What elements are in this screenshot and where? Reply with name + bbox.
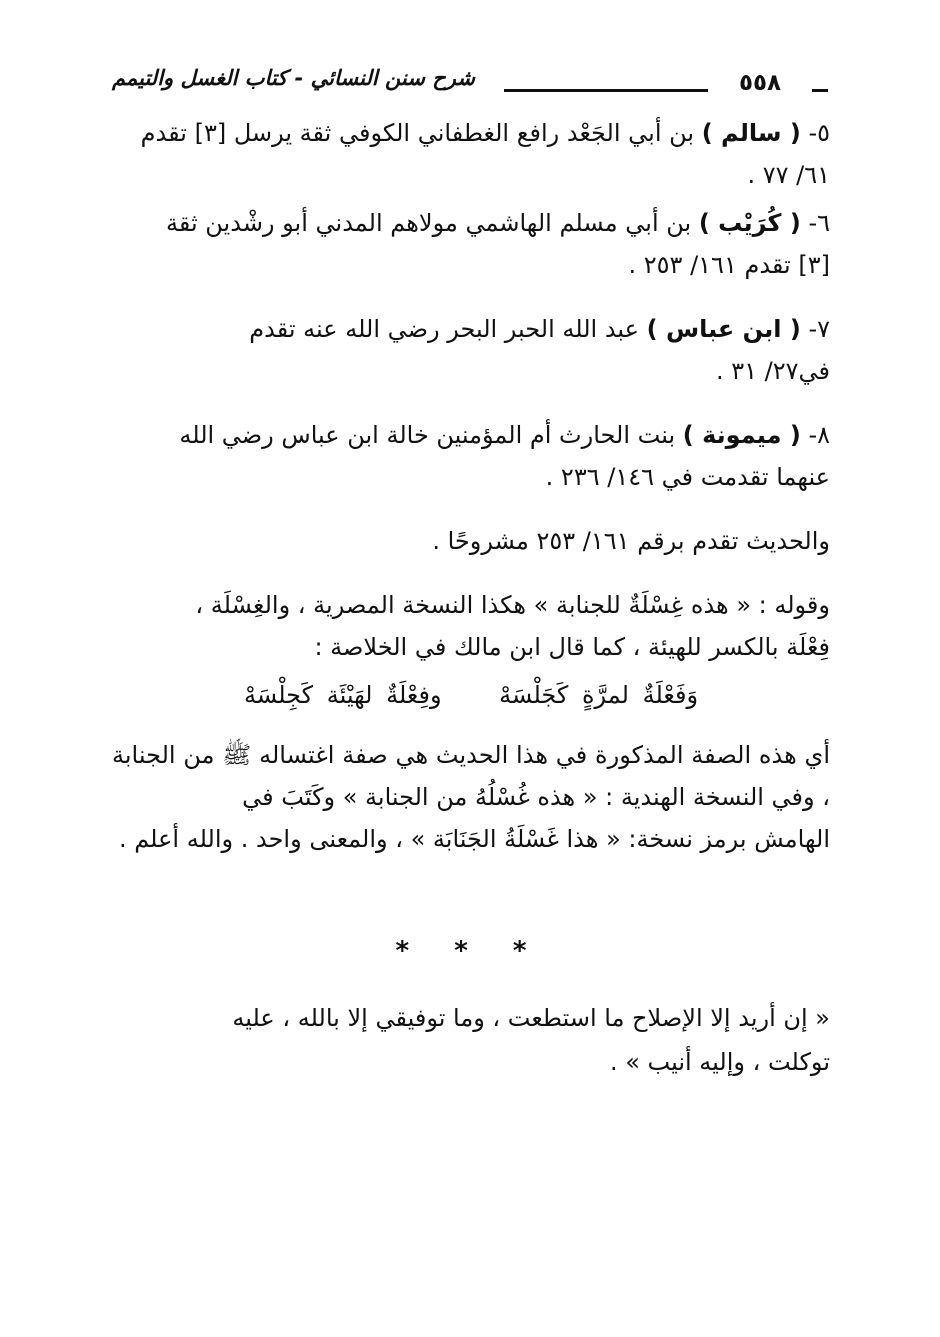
intro-line-1: وقوله : « هذه غِسْلَةٌ للجنابة » هكذا النسخة المصرية ، والغِسْلَة ،	[195, 591, 830, 619]
page-number: ٥٥٨	[738, 70, 782, 96]
explanation-body	[112, 734, 830, 860]
hadith-note: والحديث تقدم برقم ١٦١/ ٢٥٣ مشروحًا .	[432, 527, 830, 555]
page-header	[112, 66, 830, 106]
section-separator: * * *	[395, 936, 545, 966]
entry-number: ٧-	[808, 315, 830, 343]
narrator-entry-7	[112, 308, 830, 392]
entry-number: ٦-	[808, 209, 830, 237]
entry-number: ٥-	[808, 119, 830, 147]
poetry-verse	[112, 674, 830, 716]
entry-text: عبد الله الحبر البحر رضي الله عنه تقدم	[249, 315, 639, 343]
closing-line-2: توكلت ، وإليه أنيب » .	[609, 1048, 830, 1076]
entry-text: بن أبي الجَعْد رافع الغطفاني الكوفي ثقة يرسل [٣] تقدم	[140, 119, 695, 147]
page-number-box	[708, 68, 812, 98]
narrator-name: ( سالم )	[701, 119, 801, 147]
entry-text: بن أبي مسلم الهاشمي مولاهم المدني أبو رشْدين ثقة	[165, 209, 692, 237]
entry-tail: ٦١/ ٧٧ .	[747, 161, 830, 189]
entry-text: بنت الحارث أم المؤمنين خالة ابن عباس رضي الله	[179, 421, 676, 449]
narrator-entry-6	[112, 202, 830, 286]
entry-tail: عنهما تقدمت في ١٤٦/ ٢٣٦ .	[545, 463, 830, 491]
explanation-last-line: الهامش برمز نسخة: « هذا غَسْلَةُ الجَنَابَة » ، والمعنى واحد . والله أعلم .	[118, 825, 830, 853]
entry-number: ٨-	[808, 421, 830, 449]
page-body	[112, 112, 830, 882]
entry-tail: في٢٧/ ٣١ .	[715, 357, 830, 385]
verse-second-hemistich: وفِعْلَةٌ لهَيْئَة كَجِلْسَهْ	[243, 681, 442, 709]
closing-line-1: « إن أريد إلا الإصلاح ما استطعت ، وما توفيقي إلا بالله ، عليه	[232, 1004, 830, 1032]
running-title: شرح سنن النسائي - كتاب الغسل والتيمم	[112, 66, 475, 90]
intro-line-2: فِعْلَة بالكسر للهيئة ، كما قال ابن مالك في الخلاصة :	[314, 633, 830, 661]
verse-first-hemistich: وَفَعْلَةٌ لمرَّةٍ كَجَلْسَهْ	[499, 681, 699, 709]
narrator-entry-5	[112, 112, 830, 196]
closing-quote	[112, 996, 830, 1084]
explanation-text: أي هذه الصفة المذكورة في هذا الحديث هي صفة اغتساله ﷺ من الجنابة ، وفي النسخة الهندية : « هذه غُسْلُهُ من الجنابة » وكَتَبَ في	[112, 741, 830, 811]
narrator-entry-8	[112, 414, 830, 498]
explanation-intro	[112, 584, 830, 668]
narrator-name: ( ابن عباس )	[646, 315, 801, 343]
narrator-name: ( ميمونة )	[682, 421, 801, 449]
narrator-name: ( كُرَيْب )	[698, 209, 801, 237]
entry-tail: [٣] تقدم ١٦١/ ٢٥٣ .	[628, 251, 830, 279]
